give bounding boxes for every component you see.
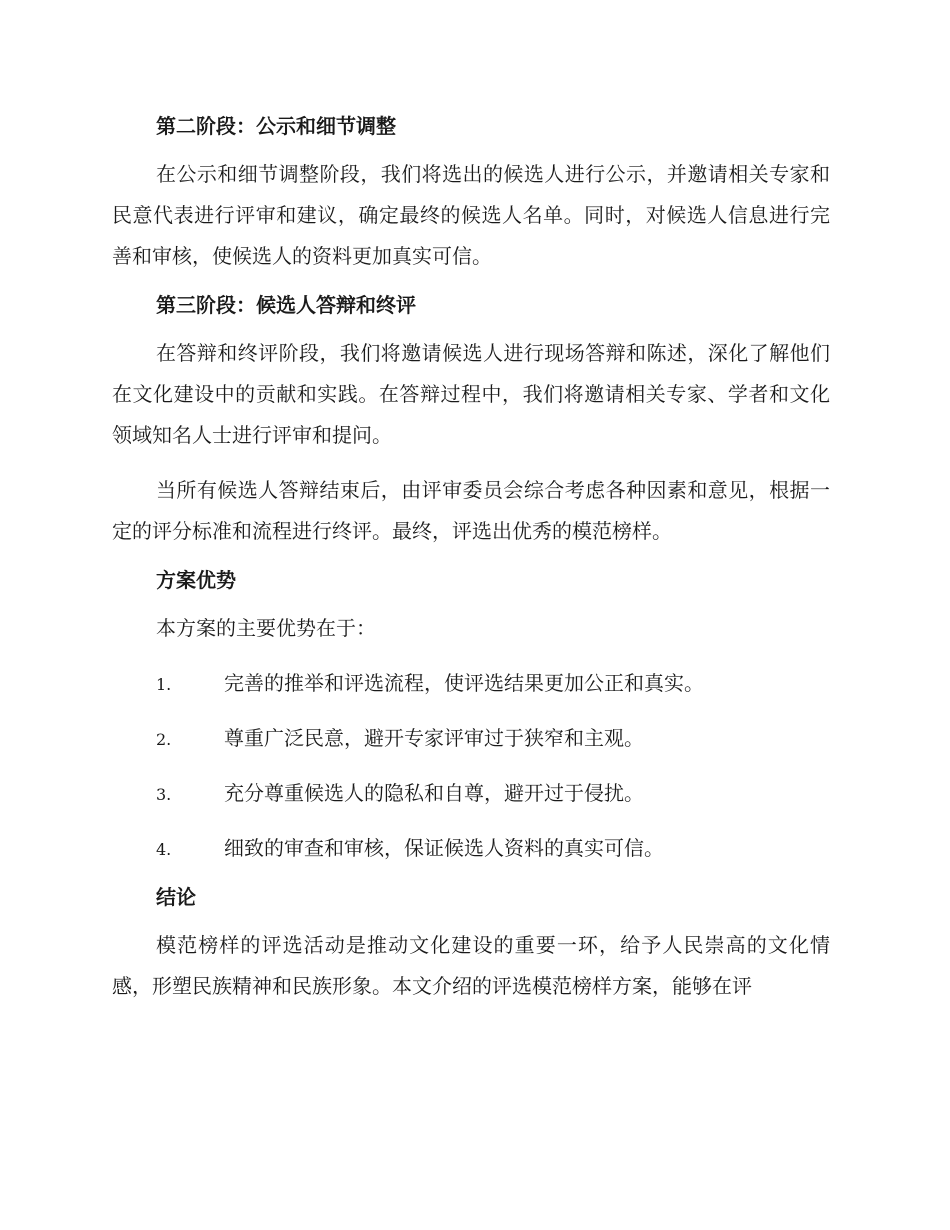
paragraph-advantages-intro: 本方案的主要优势在于：: [156, 616, 376, 640]
advantages-list: [112, 663, 830, 869]
section-heading-stage3: 第三阶段：候选人答辩和终评: [156, 293, 416, 317]
list-item: [112, 663, 830, 704]
document-body: [112, 108, 830, 1007]
list-item-number: 1.: [156, 675, 172, 694]
list-item-text: 细致的审查和审核，保证候选人资料的真实可信。: [224, 836, 664, 860]
list-item-number: 3.: [156, 785, 172, 804]
list-item: [112, 718, 830, 759]
list-item: [112, 773, 830, 814]
list-item-number: 4.: [156, 840, 172, 859]
list-item-text: 完善的推举和评选流程，使评选结果更加公正和真实。: [224, 671, 704, 695]
list-item-number: 2.: [156, 730, 172, 749]
list-item-text: 尊重广泛民意，避开专家评审过于狭窄和主观。: [224, 726, 644, 750]
paragraph-stage3-2: 当所有候选人答辩结束后，由评审委员会综合考虑各种因素和意见，根据一定的评分标准和流程进行终评。最终，评选出优秀的模范榜样。: [112, 478, 830, 543]
paragraph-stage2: 在公示和细节调整阶段，我们将选出的候选人进行公示，并邀请相关专家和民意代表进行评审和建议，确定最终的候选人名单。同时，对候选人信息进行完善和审核，使候选人的资料更加真实可信。: [112, 162, 830, 268]
section-heading-conclusion: 结论: [156, 885, 196, 909]
list-item-text: 充分尊重候选人的隐私和自尊，避开过于侵扰。: [224, 781, 644, 805]
section-heading-stage2: 第二阶段：公示和细节调整: [156, 114, 396, 138]
paragraph-conclusion: 模范榜样的评选活动是推动文化建设的重要一环，给予人民崇高的文化情感，形塑民族精神和民族形象。本文介绍的评选模范榜样方案，能够在评: [112, 933, 830, 998]
list-item: [112, 828, 830, 869]
section-heading-advantages: 方案优势: [156, 568, 236, 592]
paragraph-stage3-1: 在答辩和终评阶段，我们将邀请候选人进行现场答辩和陈述，深化了解他们在文化建设中的贡献和实践。在答辩过程中，我们将邀请相关专家、学者和文化领域知名人士进行评审和提问。: [112, 341, 830, 447]
